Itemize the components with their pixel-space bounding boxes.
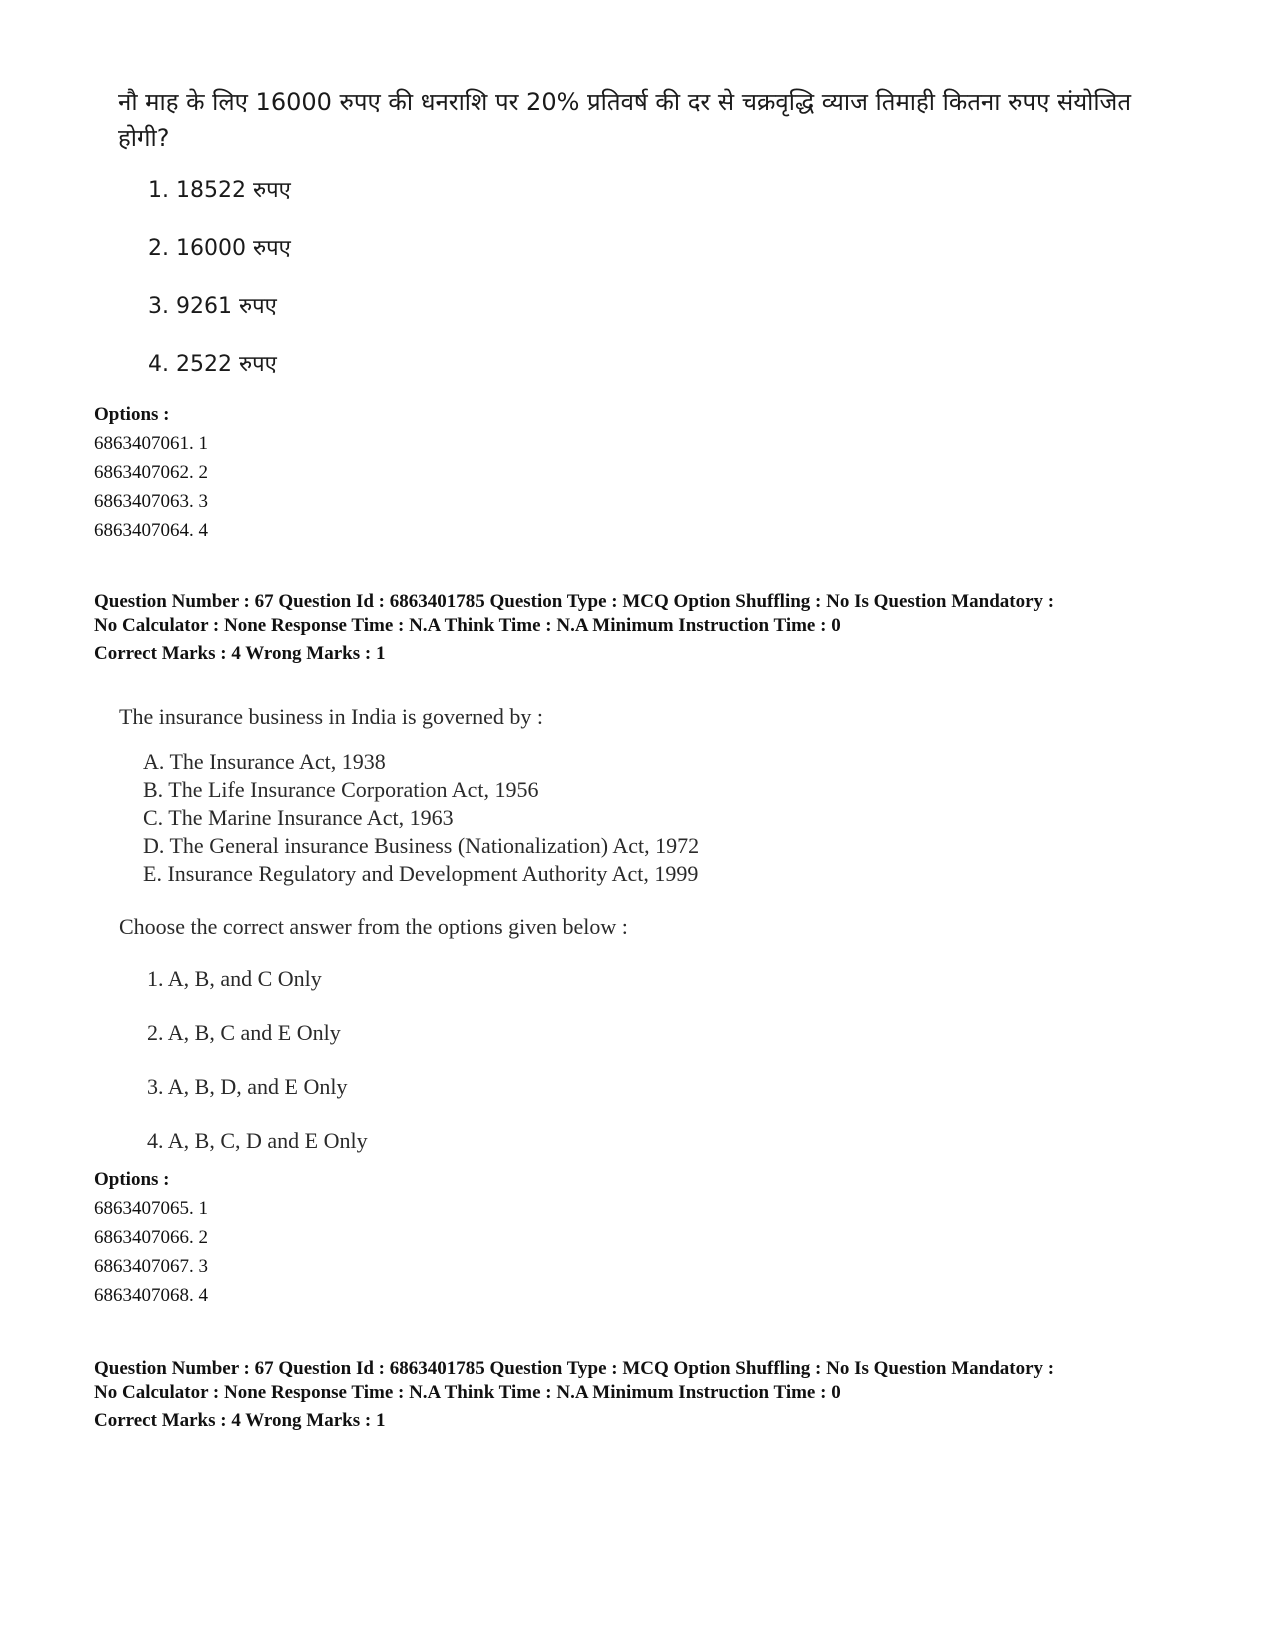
option-id-row: 6863407063. 3 bbox=[94, 491, 208, 512]
english-option-4: 4. A, B, C, D and E Only bbox=[147, 1128, 368, 1153]
english-option-3: 3. A, B, D, and E Only bbox=[147, 1074, 348, 1099]
statement-a: A. The Insurance Act, 1938 bbox=[143, 749, 386, 774]
meta-line-1: Question Number : 67 Question Id : 6863401785 Question Type : MCQ Option Shuffling : No Is Question Mandatory : bbox=[94, 1358, 1055, 1379]
options-heading: Options : bbox=[94, 1169, 170, 1190]
english-option-2: 2. A, B, C and E Only bbox=[147, 1020, 341, 1045]
options-block-1 bbox=[94, 400, 208, 545]
statement-e: E. Insurance Regulatory and Development Authority Act, 1999 bbox=[143, 861, 699, 886]
statement-d: D. The General insurance Business (Nationalization) Act, 1972 bbox=[143, 833, 700, 858]
options-heading: Options : bbox=[94, 404, 170, 425]
meta-line-2: No Calculator : None Response Time : N.A Think Time : N.A Minimum Instruction Time : 0 bbox=[94, 615, 841, 636]
english-option-1: 1. A, B, and C Only bbox=[147, 966, 322, 991]
english-question bbox=[119, 702, 543, 732]
meta-line-2: No Calculator : None Response Time : N.A Think Time : N.A Minimum Instruction Time : 0 bbox=[94, 1382, 841, 1403]
hindi-question-options bbox=[148, 176, 291, 408]
hindi-option-3: 3. 9261 रुपए bbox=[148, 294, 277, 319]
options-block-2 bbox=[94, 1165, 208, 1310]
option-id-row: 6863407061. 1 bbox=[94, 433, 208, 454]
option-id-row: 6863407062. 2 bbox=[94, 462, 208, 483]
option-id-row: 6863407068. 4 bbox=[94, 1285, 208, 1306]
option-id-row: 6863407067. 3 bbox=[94, 1256, 208, 1277]
option-id-row: 6863407064. 4 bbox=[94, 520, 208, 541]
statement-b: B. The Life Insurance Corporation Act, 1956 bbox=[143, 777, 539, 802]
question-meta-1 bbox=[94, 590, 1224, 666]
hindi-option-4: 4. 2522 रुपए bbox=[148, 352, 277, 377]
marks-line: Correct Marks : 4 Wrong Marks : 1 bbox=[94, 643, 386, 664]
option-id-row: 6863407066. 2 bbox=[94, 1227, 208, 1248]
question-stem: The insurance business in India is governed by : bbox=[119, 704, 544, 729]
meta-line-1: Question Number : 67 Question Id : 6863401785 Question Type : MCQ Option Shuffling : No Is Question Mandatory : bbox=[94, 591, 1055, 612]
hindi-option-1: 1. 18522 रुपए bbox=[148, 178, 291, 203]
english-question-options bbox=[147, 964, 368, 1180]
statement-c: C. The Marine Insurance Act, 1963 bbox=[143, 805, 454, 830]
option-id-row: 6863407065. 1 bbox=[94, 1198, 208, 1219]
hindi-question-text: नौ माह के लिए 16000 रुपए की धनराशि पर 20% प्रतिवर्ष की दर से चक्रवृद्धि व्याज तिमाही कितना रुपए संयोजित होगी? bbox=[118, 88, 1132, 152]
choose-instruction: Choose the correct answer from the options given below : bbox=[119, 914, 628, 939]
marks-line: Correct Marks : 4 Wrong Marks : 1 bbox=[94, 1410, 386, 1431]
statement-list bbox=[143, 748, 699, 888]
question-meta-2 bbox=[94, 1357, 1224, 1433]
hindi-option-2: 2. 16000 रुपए bbox=[148, 236, 291, 261]
